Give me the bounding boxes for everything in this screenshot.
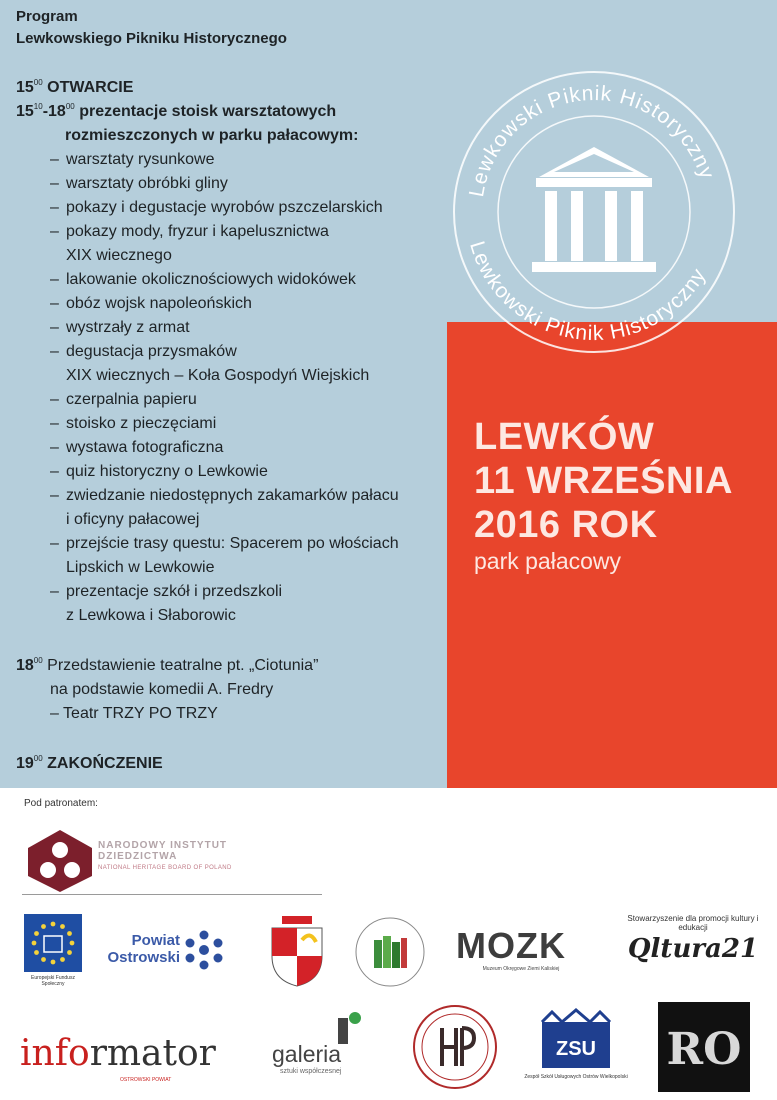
- program-list: [16, 6, 436, 776]
- stands-row-cont: rozmieszczonych w parku pałacowym:: [65, 127, 359, 144]
- activity-item-cont: XIX wiecznych – Koła Gospodyń Wiejskich: [66, 367, 370, 384]
- qltura-caption: Stowarzyszenie dla promocji kultury i edukacji: [627, 914, 759, 932]
- play-row-line2: na podstawie komedii A. Fredry: [50, 681, 274, 698]
- emblem-ring-text-top: Lewkowski Piknik Historyczny: [465, 81, 719, 199]
- informator-logo: informator: [20, 1033, 216, 1074]
- powiat-line1: Powiat: [131, 932, 180, 949]
- activity-item: – lakowanie okolicznościowych widokówek: [50, 271, 356, 288]
- powiat-logo: [104, 932, 180, 966]
- activity-item-cont: XIX wiecznego: [66, 247, 172, 264]
- event-location: park pałacowy: [474, 548, 622, 574]
- play-row-line3: – Teatr TRZY PO TRZY: [50, 705, 218, 722]
- eu-flag-icon: [24, 914, 82, 972]
- activity-item: – quiz historyczny o Lewkowie: [50, 463, 268, 480]
- palace-icon: [532, 147, 656, 272]
- powiat-dots-icon: [182, 928, 226, 972]
- activity-item: – prezentacje szkół i przedszkoli: [50, 583, 283, 600]
- activity-item: – warsztaty rysunkowe: [50, 151, 215, 168]
- coat-of-arms-icon: [266, 912, 328, 988]
- closing-row: $19^{00}$ ZAKOŃCZENIE: [16, 754, 163, 772]
- activity-item: – warsztaty obróbki gliny: [50, 175, 228, 192]
- patronage-label: Pod patronatem:: [24, 798, 98, 809]
- activity-item-cont: z Lewkowa i Słaborowic: [66, 607, 236, 624]
- activity-item: – degustacja przysmaków: [50, 343, 237, 360]
- event-date: 11 WRZEŚNIA: [474, 460, 733, 502]
- event-year: 2016 ROK: [474, 504, 658, 546]
- nid-name-line1: NARODOWY INSTYTUT: [98, 840, 228, 851]
- activity-item: – przejście trasy questu: Spacerem po włościach: [50, 535, 399, 552]
- mozk-logo: [456, 925, 586, 980]
- stands-row: $15^{10}-18^{00}$ prezentacje stoisk warsztatowych: [16, 102, 337, 120]
- activity-item: – obóz wojsk napoleońskich: [50, 295, 252, 312]
- zsu-word: ZSU: [556, 1038, 596, 1060]
- activity-item: – wystrzały z armat: [50, 319, 190, 336]
- activity-list: [16, 148, 436, 628]
- activity-item-cont: i oficyny pałacowej: [66, 511, 200, 528]
- galeria-logo: [272, 1010, 376, 1084]
- picnic-emblem: [444, 62, 744, 362]
- galeria-mark-icon: [272, 1010, 376, 1044]
- zsu-logo: [524, 1008, 628, 1090]
- monogram-seal-icon: [412, 1004, 498, 1090]
- galeria-caption: sztuki współczesnej: [280, 1068, 342, 1075]
- divider: [22, 894, 322, 895]
- activity-item: – zwiedzanie niedostępnych zakamarków pałacu: [50, 487, 399, 504]
- nid-name-line2: DZIEDZICTWA: [98, 851, 178, 862]
- library-logo-icon: [354, 916, 426, 988]
- activity-item: – wystawa fotograficzna: [50, 439, 224, 456]
- activity-item: – pokazy i degustacje wyrobów pszczelarskich: [50, 199, 383, 216]
- ro-logo: [658, 1002, 750, 1092]
- nid-text: [98, 840, 232, 874]
- event-place: LEWKÓW: [474, 416, 655, 458]
- informator-caption: OSTROWSKI POWIAT: [120, 1077, 172, 1083]
- qltura-logo: [618, 914, 768, 966]
- powiat-line2: Ostrowski: [107, 949, 180, 966]
- program-subtitle: Lewkowskiego Pikniku Historycznego: [16, 30, 287, 47]
- mozk-word: MOZK: [456, 925, 566, 966]
- eu-caption: Europejski Fundusz Społeczny: [31, 975, 75, 987]
- activity-item-cont: Lipskich w Lewkowie: [66, 559, 215, 576]
- nid-name-english: NATIONAL HERITAGE BOARD OF POLAND: [98, 865, 232, 871]
- mozk-caption: Muzeum Okręgowe Ziemi Kaliskiej: [482, 966, 560, 972]
- qltura-word: Qltura21: [627, 934, 759, 964]
- opening-row: $15^{00}$ OTWARCIE: [16, 78, 134, 96]
- ro-word: RO: [666, 1024, 742, 1075]
- program-title: Program: [16, 8, 78, 25]
- nid-emblem-icon: [28, 830, 92, 892]
- play-row: $18^{00}$ Przedstawienie teatralne pt. „Ciotunia”: [16, 656, 319, 674]
- event-info: [474, 415, 733, 575]
- activity-item: – stoisko z pieczęciami: [50, 415, 217, 432]
- emblem-ring-text-bottom: Lewkowski Piknik Historyczny: [465, 238, 711, 346]
- activity-item: – pokazy mody, fryzur i kapelusznictwa: [50, 223, 329, 240]
- activity-item: – czerpalnia papieru: [50, 391, 197, 408]
- zsu-caption: Zespół Szkół Usługowych Ostrów Wielkopolski: [524, 1074, 628, 1080]
- galeria-word: galeria: [272, 1041, 342, 1067]
